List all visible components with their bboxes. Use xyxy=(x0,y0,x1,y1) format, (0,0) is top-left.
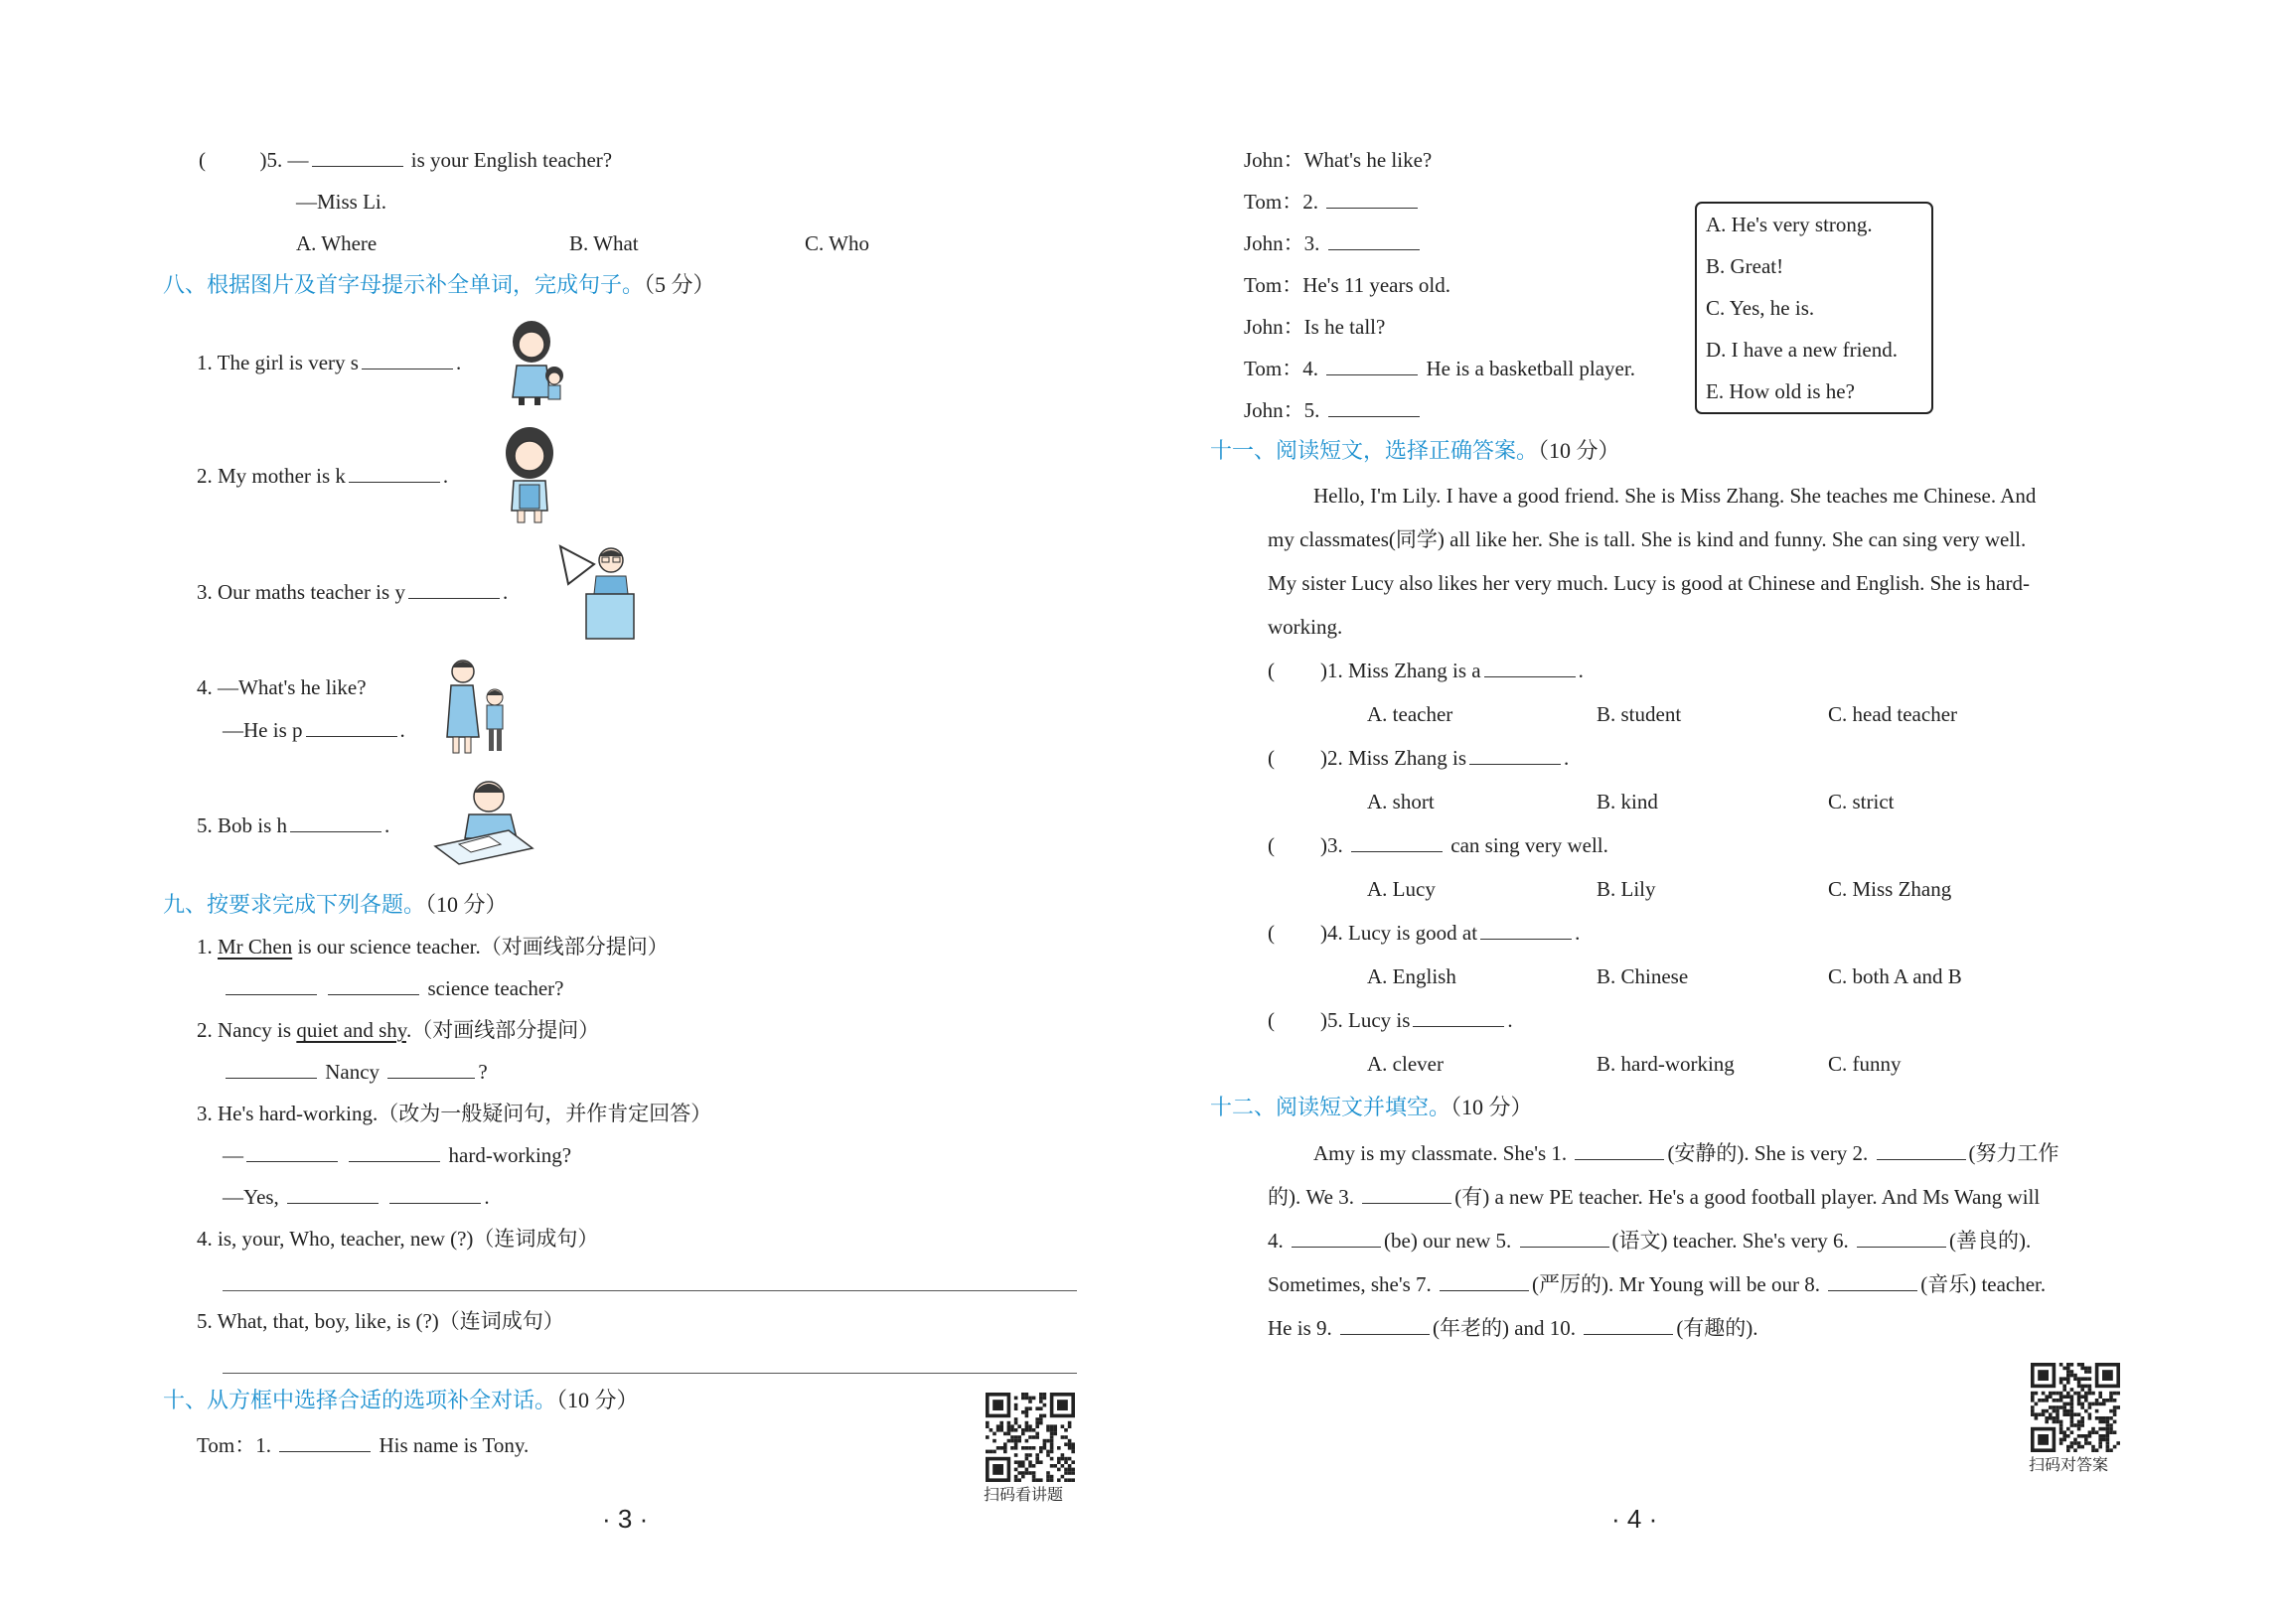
teacher-illustration xyxy=(556,544,640,642)
answer-line[interactable] xyxy=(223,1373,1077,1374)
answer-blank[interactable] xyxy=(287,1185,379,1204)
cloze-line-2: 的). We 3. (有) a new PE teacher. He's a good football player. And Ms Wang will xyxy=(1268,1185,2041,1209)
dialog-line: Tom：2. xyxy=(1244,188,1421,216)
passage-line: Hello, I'm Lily. I have a good friend. She is Miss Zhang. She teaches me Chinese. And xyxy=(1313,484,2037,508)
cloze-line-3: 4. (be) our new 5. (语文) teacher. She's very 6. (善良的). xyxy=(1268,1229,2032,1253)
s9-q3: 3. He's hard-working.（改为一般疑问句，并作肯定回答） xyxy=(197,1102,712,1125)
dialog-line: Tom：He's 11 years old. xyxy=(1244,273,1451,297)
option-c: C. both A and B xyxy=(1828,964,1962,988)
option-a: A. teacher xyxy=(1367,702,1453,726)
answer-blank[interactable] xyxy=(226,1060,317,1079)
qr-code-icon[interactable] xyxy=(2031,1363,2120,1452)
choice-a: A. He's very strong. xyxy=(1706,213,1873,236)
s8-item-3: 3. Our maths teacher is y . xyxy=(197,580,509,604)
answer-blank[interactable] xyxy=(1362,1185,1451,1204)
page-number: · 3 · xyxy=(602,1504,649,1534)
page-number: · 4 · xyxy=(1611,1504,1658,1534)
answer-blank[interactable] xyxy=(362,351,453,369)
option-c: C. head teacher xyxy=(1828,702,1958,726)
cloze-line-4: Sometimes, she's 7. (严厉的). Mr Young will be our 8. (音乐) teacher. xyxy=(1268,1272,2047,1296)
option-b: B. student xyxy=(1597,702,1682,726)
answer-blank[interactable] xyxy=(1328,398,1420,417)
answer-blank[interactable] xyxy=(279,1433,371,1452)
answer-blank[interactable] xyxy=(1292,1229,1381,1248)
option-b: B. Lily xyxy=(1597,877,1656,901)
reply-line: —Miss Li. xyxy=(296,190,387,214)
dialog-line: John：Is he tall? xyxy=(1244,315,1386,339)
s8-item-5: 5. Bob is h . xyxy=(197,813,390,837)
answer-blank[interactable] xyxy=(328,976,419,995)
answer-blank[interactable] xyxy=(290,813,381,832)
answer-blank[interactable] xyxy=(1326,190,1418,209)
choice-e: E. How old is he? xyxy=(1706,379,1855,403)
polite-boy-illustration xyxy=(443,658,519,757)
question-5: ( )5. — is your English teacher? xyxy=(199,148,613,172)
answer-blank[interactable] xyxy=(1413,1008,1504,1027)
answer-blank[interactable] xyxy=(1828,1272,1917,1291)
answer-blank[interactable] xyxy=(1351,833,1443,852)
passage-line: my classmates(同学) all like her. She is tall. She is kind and funny. She can sing very well. xyxy=(1268,527,2027,551)
answer-blank[interactable] xyxy=(1877,1141,1966,1160)
dialog-line-1: Tom：1. His name is Tony. xyxy=(197,1433,530,1457)
s11-question-2: ( )2. Miss Zhang is . xyxy=(1268,746,1570,770)
option-a: A. Where xyxy=(296,231,378,255)
answer-blank[interactable] xyxy=(349,464,440,483)
option-b: B. What xyxy=(569,231,639,255)
qr-caption: 扫码对答案 xyxy=(2029,1455,2109,1474)
answer-line[interactable] xyxy=(223,1290,1077,1291)
mother-illustration xyxy=(500,425,559,524)
option-c: C. Miss Zhang xyxy=(1828,877,1952,901)
choice-b: B. Great! xyxy=(1706,254,1784,278)
answer-blank[interactable] xyxy=(1480,921,1572,940)
s8-item-2: 2. My mother is k . xyxy=(197,464,449,488)
section-12-heading: 十二、阅读短文并填空。（10 分） xyxy=(1210,1095,1533,1120)
qr-code-icon[interactable] xyxy=(986,1393,1075,1482)
passage-line: working. xyxy=(1268,615,1343,639)
hardworking-boy-illustration xyxy=(429,777,534,866)
cloze-line-1: Amy is my classmate. She's 1. (安静的). She is very 2. (努力工作 xyxy=(1313,1141,2059,1165)
s11-question-3: ( )3. can sing very well. xyxy=(1268,833,1608,857)
s9-q1-answer: science teacher? xyxy=(223,974,563,1002)
option-a: A. clever xyxy=(1367,1052,1444,1076)
section-11-heading: 十一、阅读短文，选择正确答案。（10 分） xyxy=(1210,438,1620,464)
dialog-line: John：5. xyxy=(1244,396,1423,424)
answer-blank[interactable] xyxy=(389,1185,481,1204)
section-8-heading: 八、根据图片及首字母提示补全单词，完成句子。（5 分） xyxy=(163,272,715,298)
section-10-heading: 十、从方框中选择合适的选项补全对话。（10 分） xyxy=(163,1388,639,1413)
answer-blank[interactable] xyxy=(408,580,500,599)
answer-blank[interactable] xyxy=(1328,231,1420,250)
answer-blank[interactable] xyxy=(1340,1316,1430,1335)
dialog-line: John：3. xyxy=(1244,229,1423,257)
answer-blank[interactable] xyxy=(1857,1229,1946,1248)
s9-q1: 1. Mr Chen is our science teacher.（对画线部分提问） xyxy=(197,935,669,959)
passage-line: My sister Lucy also likes her very much. Lucy is good at Chinese and English. She is hard- xyxy=(1268,571,2030,595)
option-a: A. short xyxy=(1367,790,1435,813)
option-c: C. strict xyxy=(1828,790,1895,813)
section-9-heading: 九、按要求完成下列各题。（10 分） xyxy=(163,892,508,918)
answer-blank[interactable] xyxy=(246,1143,338,1162)
girl-illustration xyxy=(505,316,566,407)
option-c: C. funny xyxy=(1828,1052,1902,1076)
dialog-line: John：What's he like? xyxy=(1244,148,1433,172)
option-a: A. English xyxy=(1367,964,1456,988)
s9-q3-answer: — hard-working? xyxy=(223,1143,572,1167)
choice-d: D. I have a new friend. xyxy=(1706,338,1898,362)
qr-caption: 扫码看讲题 xyxy=(984,1485,1064,1504)
s9-q5: 5. What, that, boy, like, is (?)（连词成句） xyxy=(197,1309,564,1333)
s11-question-5: ( )5. Lucy is . xyxy=(1268,1008,1513,1032)
answer-blank[interactable] xyxy=(1326,357,1418,375)
answer-blank[interactable] xyxy=(1575,1141,1664,1160)
answer-blank[interactable] xyxy=(387,1060,475,1079)
answer-blank[interactable] xyxy=(1440,1272,1529,1291)
answer-blank[interactable] xyxy=(349,1143,440,1162)
s8-item-1: 1. The girl is very s . xyxy=(197,351,462,374)
s9-q2-answer: Nancy ? xyxy=(223,1058,488,1086)
s8-item-4-line1: 4. —What's he like? xyxy=(197,675,367,699)
choice-c: C. Yes, he is. xyxy=(1706,296,1815,320)
s8-item-4-line2: —He is p . xyxy=(223,718,405,742)
option-b: B. kind xyxy=(1597,790,1658,813)
option-c: C. Who xyxy=(805,231,869,255)
cloze-line-5: He is 9. (年老的) and 10. (有趣的). xyxy=(1268,1316,1758,1340)
s11-question-4: ( )4. Lucy is good at . xyxy=(1268,921,1581,945)
answer-blank[interactable] xyxy=(1520,1229,1609,1248)
dialog-line: Tom：4. He is a basketball player. xyxy=(1244,357,1635,380)
option-b: B. hard-working xyxy=(1597,1052,1735,1076)
answer-blank[interactable] xyxy=(1584,1316,1673,1335)
answer-blank[interactable] xyxy=(1469,746,1561,765)
answer-blank[interactable] xyxy=(306,718,397,737)
s9-q4: 4. is, your, Who, teacher, new (?)（连词成句） xyxy=(197,1227,599,1251)
option-a: A. Lucy xyxy=(1367,877,1436,901)
option-b: B. Chinese xyxy=(1597,964,1689,988)
s9-q2: 2. Nancy is quiet and shy.（对画线部分提问） xyxy=(197,1018,600,1042)
s9-q3-reply: —Yes, . xyxy=(223,1185,490,1209)
answer-blank[interactable] xyxy=(1484,659,1576,677)
s11-question-1: ( )1. Miss Zhang is a . xyxy=(1268,659,1584,682)
answer-blank[interactable] xyxy=(226,976,317,995)
answer-blank[interactable] xyxy=(312,148,403,167)
